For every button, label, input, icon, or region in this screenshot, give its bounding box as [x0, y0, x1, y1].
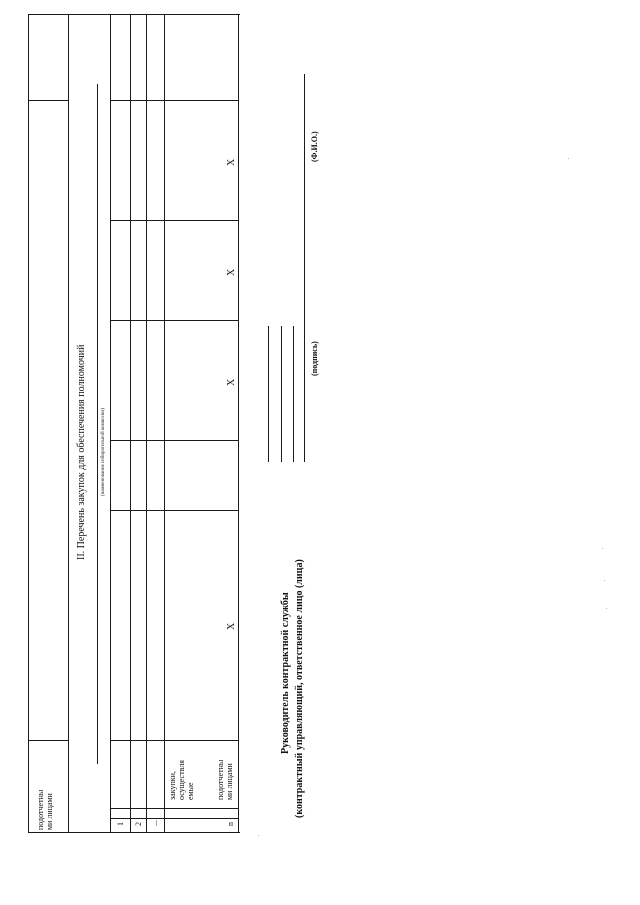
x-mark: X	[226, 158, 237, 166]
x-mark: X	[226, 378, 237, 386]
signature-role-line1: Руководитель контрактной службы	[280, 592, 291, 754]
scan-speck	[606, 608, 607, 609]
table-line	[110, 808, 238, 809]
accountable-cell-text: подотчетны ми лицами	[216, 759, 234, 800]
signature-line	[304, 74, 305, 462]
table-line	[28, 100, 68, 101]
row-number: ...	[150, 820, 159, 826]
name-caption: (Ф.И.О.)	[310, 131, 319, 162]
table-line	[110, 510, 238, 511]
row-number: 1	[116, 822, 125, 826]
table-line	[238, 14, 239, 832]
commission-name-line	[97, 84, 98, 764]
table-line	[130, 14, 131, 832]
table-line	[110, 440, 238, 441]
table-line	[28, 832, 240, 833]
table-line	[110, 818, 238, 819]
x-mark: X	[226, 622, 237, 630]
table-line	[110, 14, 111, 832]
purchases-cell-text: закупки, осуществля емые	[168, 760, 195, 800]
signature-role-line2: (контрактный управляющий, ответственное лицо (лица)	[294, 559, 305, 818]
table-line	[110, 320, 238, 321]
table-line	[68, 14, 69, 832]
header-cell-text: подотчетны ми лицами	[36, 789, 54, 830]
table-line	[146, 14, 147, 832]
scan-speck	[258, 835, 259, 836]
table-line	[110, 100, 238, 101]
table-line	[110, 220, 238, 221]
section-title: II. Перечень закупок для обеспечения полномочий	[76, 344, 87, 560]
x-mark: X	[226, 268, 237, 276]
row-number: 2	[134, 822, 143, 826]
row-number: n	[226, 822, 235, 826]
commission-caption: (наименование избирательной комиссии)	[101, 408, 106, 496]
scan-speck	[568, 158, 569, 159]
table-line	[28, 740, 68, 741]
scan-speck	[602, 548, 603, 549]
signature-caption: (подпись)	[310, 341, 319, 376]
scan-speck	[604, 580, 605, 581]
table-line	[28, 14, 29, 832]
signature-line	[268, 326, 269, 462]
table-line	[164, 14, 165, 832]
table-line	[28, 14, 240, 15]
table-line	[110, 740, 238, 741]
signature-line	[281, 326, 282, 462]
signature-line	[293, 326, 294, 462]
